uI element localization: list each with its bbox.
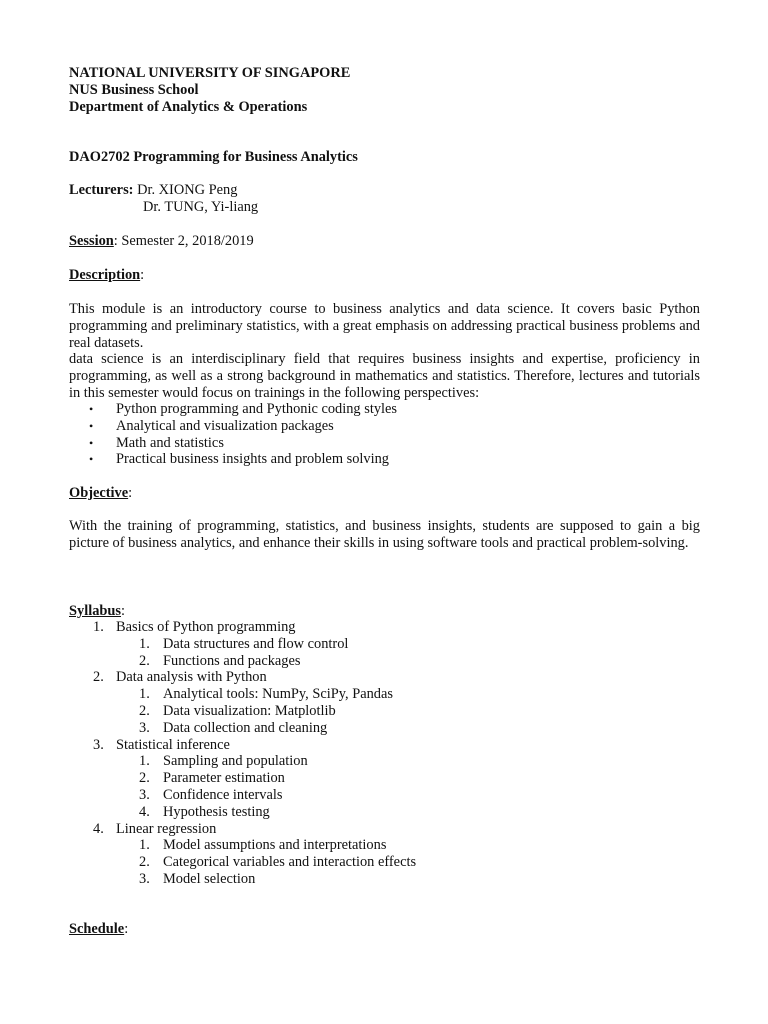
syllabus-item-text: Analytical tools: NumPy, SciPy, Pandas bbox=[163, 686, 393, 703]
syllabus-item-text: Statistical inference bbox=[116, 736, 230, 753]
syllabus-item-number: 4. bbox=[93, 820, 104, 837]
objective-heading: Objective: bbox=[69, 485, 133, 501]
syllabus-item-number: 1. bbox=[139, 753, 150, 770]
syllabus-item-text: Sampling and population bbox=[163, 753, 308, 770]
syllabus-item-number: 1. bbox=[139, 635, 150, 652]
objective-paragraph: With the training of programming, statistics, and business insights, students are supposed to gain a big picture of business analytics, and enhance their skills in using software tools and practical problem-solving. bbox=[69, 518, 700, 551]
syllabus-item-text: Functions and packages bbox=[163, 652, 301, 669]
lecturers-block bbox=[69, 182, 258, 216]
session-label: Session bbox=[69, 233, 114, 249]
syllabus-heading: Syllabus: bbox=[69, 603, 125, 619]
syllabus-item-number: 3. bbox=[139, 870, 150, 887]
syllabus-item-number: 1. bbox=[139, 837, 150, 854]
list-item: • Practical business insights and problem solving bbox=[69, 451, 397, 468]
lecturer-name: Dr. XIONG Peng bbox=[137, 182, 238, 198]
objective-body bbox=[69, 518, 700, 552]
institution-header bbox=[69, 65, 350, 116]
syllabus-item-text: Confidence intervals bbox=[163, 786, 283, 803]
session-value: : Semester 2, 2018/2019 bbox=[113, 233, 254, 249]
list-item: • Python programming and Pythonic coding styles bbox=[69, 401, 397, 418]
syllabus-item-text: Data visualization: Matplotlib bbox=[163, 702, 336, 719]
syllabus-item-text: Data collection and cleaning bbox=[163, 719, 328, 736]
syllabus-item-number: 1. bbox=[139, 686, 150, 703]
syllabus-item-number: 3. bbox=[139, 719, 150, 736]
syllabus-item-text: Data structures and flow control bbox=[163, 635, 349, 652]
schedule-heading: Schedule: bbox=[69, 921, 129, 937]
syllabus-item-number: 2. bbox=[139, 854, 150, 871]
description-heading: Description: bbox=[69, 267, 145, 283]
syllabus-item-number: 4. bbox=[139, 803, 150, 820]
syllabus-item-text: Basics of Python programming bbox=[116, 619, 296, 635]
description-body bbox=[69, 301, 700, 402]
description-paragraph: This module is an introductory course to business analytics and data science. It covers basic Python programming and preliminary statistics, with a great emphasis on addressing practical business problems and real datasets. bbox=[69, 301, 700, 351]
syllabus-item-text: Model assumptions and interpretations bbox=[163, 837, 387, 854]
syllabus-item-number: 3. bbox=[93, 736, 104, 753]
syllabus-item-number: 2. bbox=[93, 669, 104, 686]
syllabus-item-text: Model selection bbox=[163, 870, 256, 887]
syllabus-item-number: 2. bbox=[139, 770, 150, 787]
syllabus-item-number: 1. bbox=[93, 619, 104, 635]
syllabus-item-text: Hypothesis testing bbox=[163, 803, 270, 820]
syllabus-item-text: Parameter estimation bbox=[163, 770, 285, 787]
session-line bbox=[69, 233, 254, 250]
syllabus-item-text: Data analysis with Python bbox=[116, 669, 267, 686]
list-item: • Analytical and visualization packages bbox=[69, 418, 397, 435]
course-title: DAO2702 Programming for Business Analytics bbox=[69, 149, 358, 165]
school-name: NUS Business School bbox=[69, 82, 199, 98]
department-name: Department of Analytics & Operations bbox=[69, 99, 308, 115]
syllabus-item-text: Linear regression bbox=[116, 820, 217, 837]
perspectives-list bbox=[69, 401, 397, 468]
list-item: • Math and statistics bbox=[69, 435, 397, 452]
lecturers-label: Lecturers: bbox=[69, 182, 134, 198]
syllabus-item-number: 2. bbox=[139, 702, 150, 719]
syllabus-item-text: Categorical variables and interaction effects bbox=[163, 854, 417, 871]
lecturer-name: Dr. TUNG, Yi-liang bbox=[143, 198, 259, 215]
syllabus-item-number: 3. bbox=[139, 786, 150, 803]
syllabus-item-number: 2. bbox=[139, 652, 150, 669]
description-paragraph: data science is an interdisciplinary field that requires business insights and expertise, proficiency in programming, as well as a strong background in mathematics and statistics. Therefore, lectures and tutorials in this semester would focus on trainings in the following perspectives: bbox=[69, 351, 700, 401]
university-name: NATIONAL UNIVERSITY OF SINGAPORE bbox=[69, 65, 351, 81]
